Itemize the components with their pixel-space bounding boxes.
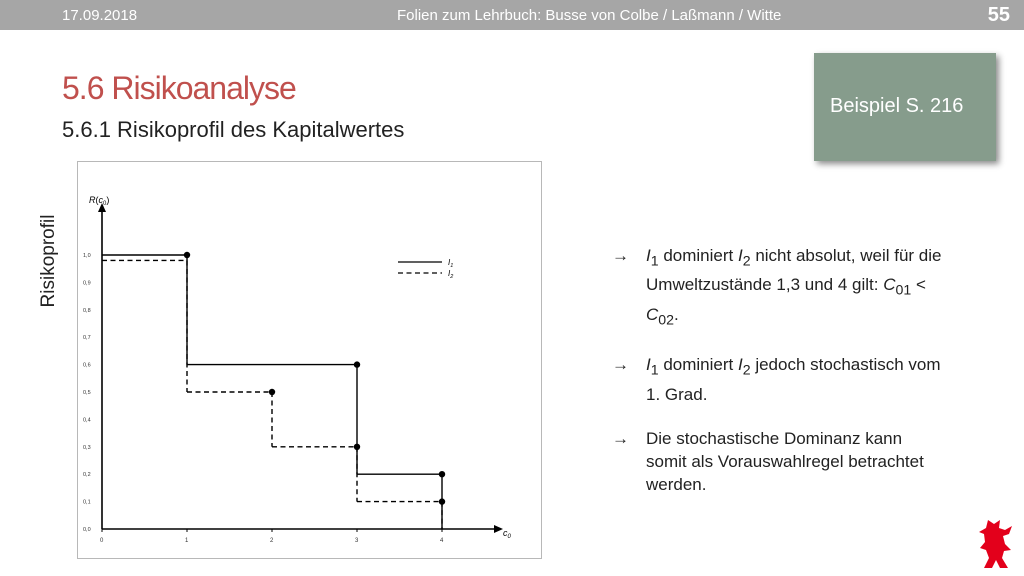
data-point [184, 252, 190, 258]
arrow-right-icon: → [612, 355, 629, 375]
var-i: I [737, 355, 743, 375]
var-i: I [737, 246, 743, 265]
slide-title: 5.6 Risikoanalyse [62, 70, 296, 106]
y-tick-label: 0,2 [83, 472, 91, 479]
example-callout [814, 53, 996, 161]
y-tick-label: 0,5 [83, 390, 91, 396]
text: dominiert [658, 355, 738, 375]
x-tick-label: 1 [185, 538, 189, 544]
sub: 1 [650, 253, 659, 270]
y-tick-label: 0,1 [83, 499, 91, 506]
var-i: I [646, 355, 651, 375]
x-tick-label: 3 [355, 538, 359, 544]
side-label: Risikoprofil [38, 214, 59, 308]
text: . [674, 304, 679, 324]
bullet-item [612, 427, 942, 496]
sub: 1 [650, 362, 659, 379]
y-tick-label: 1,0 [83, 253, 91, 259]
sub: 2 [742, 253, 751, 270]
arrow-right-icon: → [612, 246, 629, 265]
var-c: C [883, 275, 896, 295]
sub: 2 [742, 362, 751, 379]
sub: 02 [658, 312, 675, 329]
data-point [269, 389, 275, 395]
risk-profile-chart [77, 161, 542, 559]
x-axis-arrow [494, 525, 503, 533]
callout-label: Beispiel S. 216 [830, 95, 964, 117]
data-point [354, 361, 360, 367]
text: dominiert [658, 246, 738, 265]
page-number: 55 [987, 4, 1010, 26]
y-axis-label: $R(c_0)$ [89, 195, 110, 207]
y-tick-label: 0,9 [83, 280, 91, 287]
arrow-right-icon: → [612, 428, 629, 448]
data-point [354, 444, 360, 450]
x-tick-label: 0 [100, 538, 104, 544]
header-bar [0, 0, 1024, 30]
y-tick-label: 0,4 [83, 417, 91, 424]
y-tick-label: 0,7 [83, 335, 91, 342]
x-tick-label: 4 [440, 538, 444, 544]
y-tick-label: 0,8 [83, 307, 91, 314]
operator: < [911, 275, 926, 295]
bullet-list [612, 244, 942, 517]
bullet-item [612, 353, 942, 405]
slide-subtitle: 5.6.1 Risikoprofil des Kapitalwertes [62, 117, 405, 142]
bullet-item [612, 244, 942, 332]
data-point [439, 471, 445, 477]
y-tick-label: 0,0 [83, 527, 91, 533]
text: nicht absolut, weil für die Umweltzustände 1,3 und 4 gilt: [646, 246, 942, 295]
x-axis-label: $c_0$ [503, 528, 511, 540]
text: jedoch stochastisch vom 1. Grad. [646, 355, 941, 404]
var-c: C [646, 304, 659, 324]
berlin-bear-icon [978, 518, 1014, 572]
y-tick-label: 0,6 [83, 362, 91, 369]
data-point [439, 498, 445, 504]
legend-label: $I_1$ [448, 258, 454, 269]
text: Die stochastische Dominanz kann somit als Vorauswahlregel betrachtet werden. [646, 428, 924, 494]
header-date: 17.09.2018 [62, 7, 138, 24]
x-tick-label: 2 [270, 538, 274, 544]
y-tick-label: 0,3 [83, 444, 91, 451]
sub: 01 [895, 282, 912, 299]
legend-label: $I_2$ [448, 269, 454, 280]
header-title: Folien zum Lehrbuch: Busse von Colbe / Laßmann / Witte [397, 7, 782, 24]
var-i: I [646, 246, 651, 265]
chart-svg [78, 162, 541, 558]
